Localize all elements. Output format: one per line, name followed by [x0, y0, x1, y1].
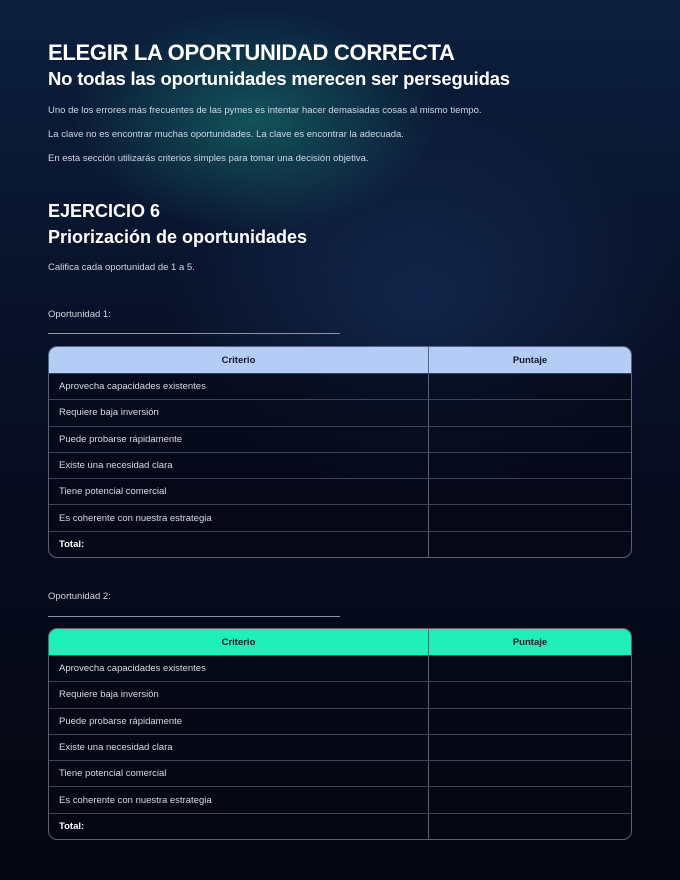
exercise-title: Priorización de oportunidades [48, 227, 308, 247]
exercise-instruction: Califica cada oportunidad de 1 a 5. [48, 262, 195, 273]
score-cell[interactable] [429, 787, 631, 812]
opportunity-name-line[interactable] [48, 616, 340, 617]
column-header-score: Puntaje [512, 354, 548, 366]
opportunity-label: Oportunidad 1: [48, 309, 111, 320]
table-header [49, 347, 631, 373]
column-header-score: Puntaje [512, 636, 548, 648]
criterion-cell: Existe una necesidad clara [49, 453, 429, 478]
criterion-cell: Requiere baja inversión [49, 400, 429, 425]
column-header-criteria: Criterio [49, 629, 429, 655]
total-label: Total: [49, 814, 429, 839]
criterion-cell: Requiere baja inversión [49, 682, 429, 707]
criterion-cell: Existe una necesidad clara [49, 735, 429, 760]
score-cell[interactable] [429, 453, 631, 478]
score-cell[interactable] [429, 374, 631, 399]
intro-paragraph: En esta sección utilizarás criterios simples para tomar una decisión objetiva. [48, 153, 369, 164]
table-row [49, 399, 631, 425]
total-label: Total: [49, 532, 429, 557]
table-row [49, 655, 631, 681]
table-header [49, 629, 631, 655]
column-header-criteria: Criterio [49, 347, 429, 373]
intro-paragraph: La clave no es encontrar muchas oportunidades. La clave es encontrar la adecuada. [48, 129, 404, 140]
scoring-table [48, 628, 632, 840]
table-row [49, 786, 631, 812]
scoring-table [48, 346, 632, 558]
criterion-cell: Es coherente con nuestra estrategia [49, 787, 429, 812]
page-subtitle: No todas las oportunidades merecen ser perseguidas [48, 68, 510, 89]
total-score-cell[interactable] [429, 814, 631, 839]
total-score-cell[interactable] [429, 532, 631, 557]
table-row [49, 760, 631, 786]
table-row [49, 681, 631, 707]
score-cell[interactable] [429, 761, 631, 786]
table-total-row [49, 813, 631, 839]
score-cell[interactable] [429, 709, 631, 734]
table-total-row [49, 531, 631, 557]
score-cell[interactable] [429, 427, 631, 452]
criterion-cell: Aprovecha capacidades existentes [49, 656, 429, 681]
criterion-cell: Tiene potencial comercial [49, 479, 429, 504]
score-cell[interactable] [429, 735, 631, 760]
criterion-cell: Es coherente con nuestra estrategia [49, 505, 429, 530]
score-cell[interactable] [429, 505, 631, 530]
exercise-label: EJERCICIO 6 [48, 201, 161, 221]
score-cell[interactable] [429, 400, 631, 425]
table-row [49, 734, 631, 760]
table-row [49, 426, 631, 452]
table-row [49, 373, 631, 399]
score-cell[interactable] [429, 682, 631, 707]
criterion-cell: Puede probarse rápidamente [49, 427, 429, 452]
criterion-cell: Tiene potencial comercial [49, 761, 429, 786]
score-cell[interactable] [429, 656, 631, 681]
page-title: ELEGIR LA OPORTUNIDAD CORRECTA [48, 40, 455, 65]
table-row [49, 478, 631, 504]
opportunity-name-line[interactable] [48, 333, 340, 334]
intro-paragraph: Uno de los errores más frecuentes de las pymes es intentar hacer demasiadas cosas al mismo tiempo. [48, 105, 482, 116]
table-row [49, 504, 631, 530]
score-cell[interactable] [429, 479, 631, 504]
table-row [49, 708, 631, 734]
opportunity-label: Oportunidad 2: [48, 591, 111, 602]
criterion-cell: Puede probarse rápidamente [49, 709, 429, 734]
criterion-cell: Aprovecha capacidades existentes [49, 374, 429, 399]
table-row [49, 452, 631, 478]
